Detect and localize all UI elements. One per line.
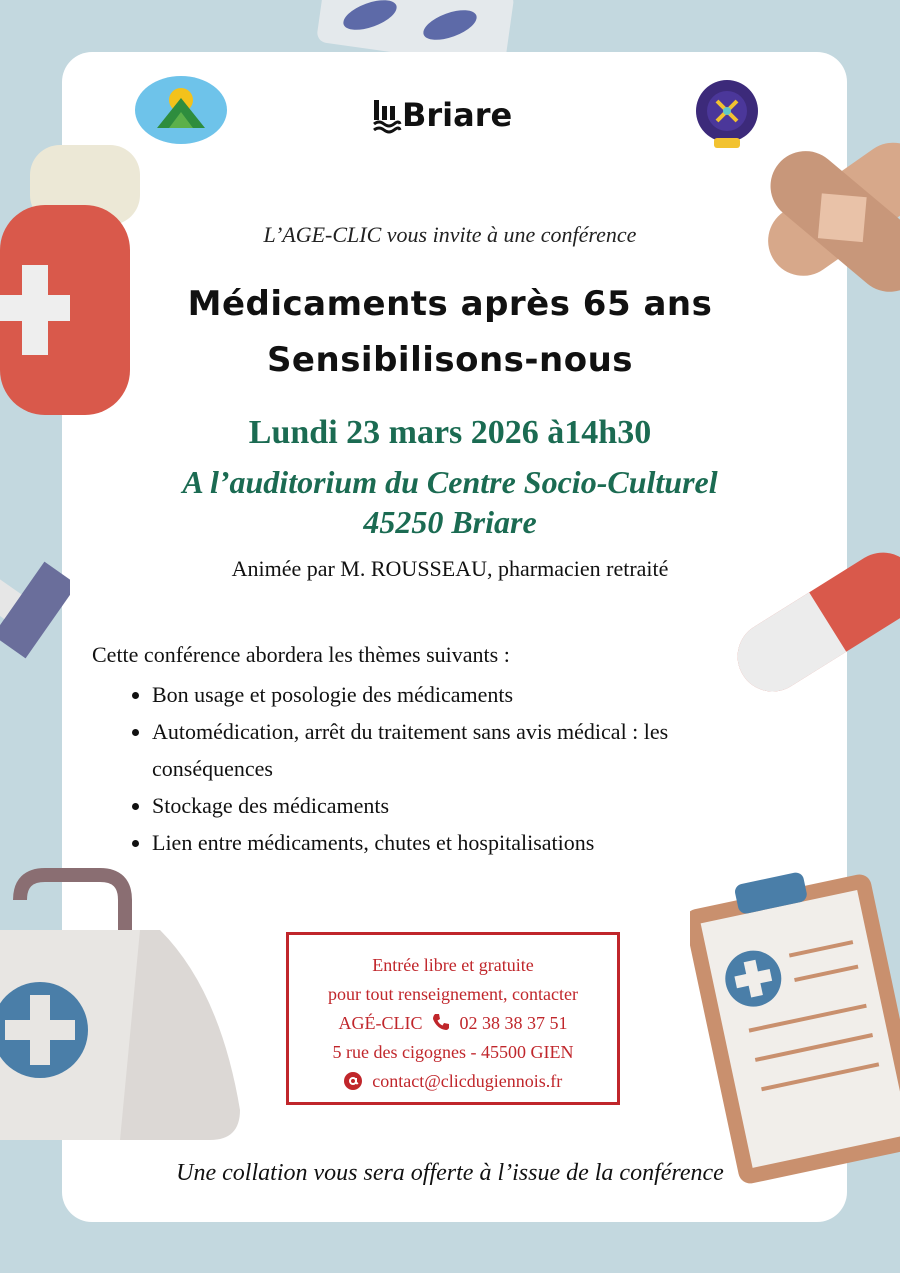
list-item: • Lien entre médicaments, chutes et hospitalisations: [152, 824, 772, 861]
themes-list: [130, 676, 772, 861]
list-item: • Bon usage et posologie des médicaments: [152, 676, 772, 713]
list-item: • Stockage des médicaments: [152, 787, 772, 824]
host-line: Animée par M. ROUSSEAU, pharmacien retraité: [231, 556, 669, 581]
phone-icon: [431, 1012, 451, 1032]
info-phone[interactable]: 02 38 38 37 51: [459, 1013, 568, 1033]
commission-financeurs-loiret-logo-icon: [694, 80, 760, 152]
info-email-line: [289, 1067, 617, 1096]
invitation-line: L’AGE-CLIC vous invite à une conférence: [263, 222, 637, 247]
themes-intro: Cette conférence abordera les thèmes suivants :: [92, 642, 510, 667]
title-line-1: Médicaments après 65 ans: [187, 284, 713, 324]
footer-note: Une collation vous sera offerte à l’issue de la conférence: [176, 1160, 724, 1186]
event-date: Lundi 23 mars 2026 à14h30: [248, 414, 652, 451]
info-box: [286, 932, 620, 1105]
info-contact-line: [289, 1009, 617, 1038]
brand-logo-text: Briare: [402, 96, 513, 134]
green-hill-sun-logo-icon: [135, 76, 227, 144]
at-sign-icon: [344, 1072, 362, 1090]
title-line-2: Sensibilisons-nous: [266, 340, 634, 380]
info-line-1: Entrée libre et gratuite: [372, 955, 534, 975]
briare-wave-logo-icon: [372, 98, 402, 134]
doctor-bag-illustration: [0, 860, 250, 1160]
venue-line-2: 45250 Briare: [363, 504, 537, 540]
info-org: AGÉ-CLIC: [338, 1013, 423, 1033]
info-address: 5 rue des cigognes - 45500 GIEN: [332, 1042, 574, 1062]
clipboard-illustration: [690, 860, 900, 1190]
info-email[interactable]: contact@clicdugiennois.fr: [372, 1071, 563, 1091]
list-item: • Automédication, arrêt du traitement sans avis médical : les conséquences: [152, 713, 772, 787]
venue-line-1: A l’auditorium du Centre Socio-Culturel: [182, 464, 718, 500]
info-line-2: pour tout renseignement, contacter: [328, 984, 578, 1004]
